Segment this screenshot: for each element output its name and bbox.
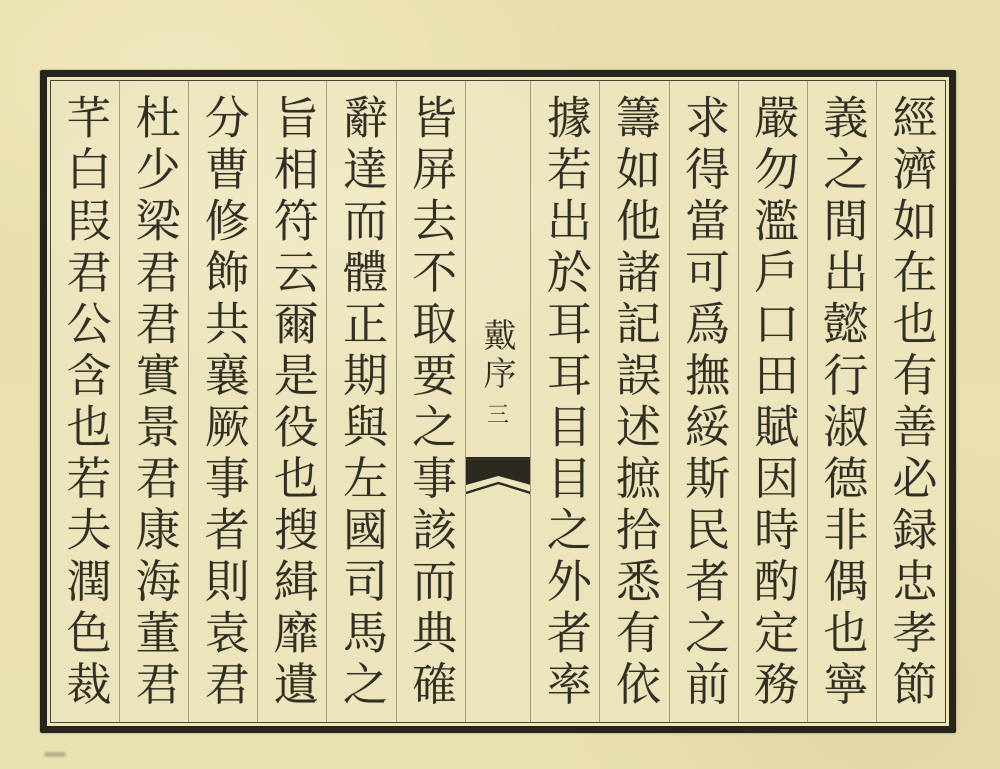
text-column-10 — [188, 81, 257, 722]
fishtail-icon — [466, 455, 531, 495]
column-text: 旨相符云爾是役也搜緝靡遺 — [265, 94, 319, 712]
text-column-3 — [738, 81, 807, 722]
text-column-7 — [396, 81, 465, 722]
column-text: 求得當可爲撫綏斯民者之前 — [677, 94, 731, 712]
column-text: 據若出於耳耳目目之外者率 — [538, 94, 592, 712]
text-column-2 — [807, 81, 876, 722]
column-text: 分曹修飾共襄厥事者則袁君 — [196, 94, 250, 712]
column-text: 嚴勿濫戶口田賦因時酌定務 — [746, 94, 800, 712]
text-column-6 — [530, 81, 599, 722]
banxin-center-column — [465, 81, 531, 722]
text-block — [50, 80, 946, 723]
banxin-title: 戴序 — [478, 317, 518, 394]
text-column-5 — [599, 81, 668, 722]
column-text: 經濟如在也有善必録忠孝節 — [884, 94, 938, 712]
text-column-11 — [119, 81, 188, 722]
column-text: 皆屏去不取要之事該而典確 — [404, 94, 458, 712]
column-text: 辭達而體正期與左國司馬之 — [334, 94, 388, 712]
text-column-9 — [257, 81, 326, 722]
page-frame-border — [40, 70, 956, 733]
column-text: 杜少梁君君實景君康海董君 — [127, 94, 181, 712]
banxin-fascicle-number: 三 — [486, 402, 509, 428]
column-text: 義之間出懿行淑德非偶也寧 — [815, 94, 869, 712]
text-column-1 — [876, 81, 945, 722]
scan-speck — [44, 752, 66, 757]
text-column-4 — [669, 81, 738, 722]
text-column-8 — [326, 81, 395, 722]
column-text: 籌如他諸記誤述摭拾悉有依 — [608, 94, 661, 712]
column-text: 芊白叚君公含也若夫潤色裁 — [58, 94, 112, 712]
text-column-12 — [51, 81, 119, 722]
